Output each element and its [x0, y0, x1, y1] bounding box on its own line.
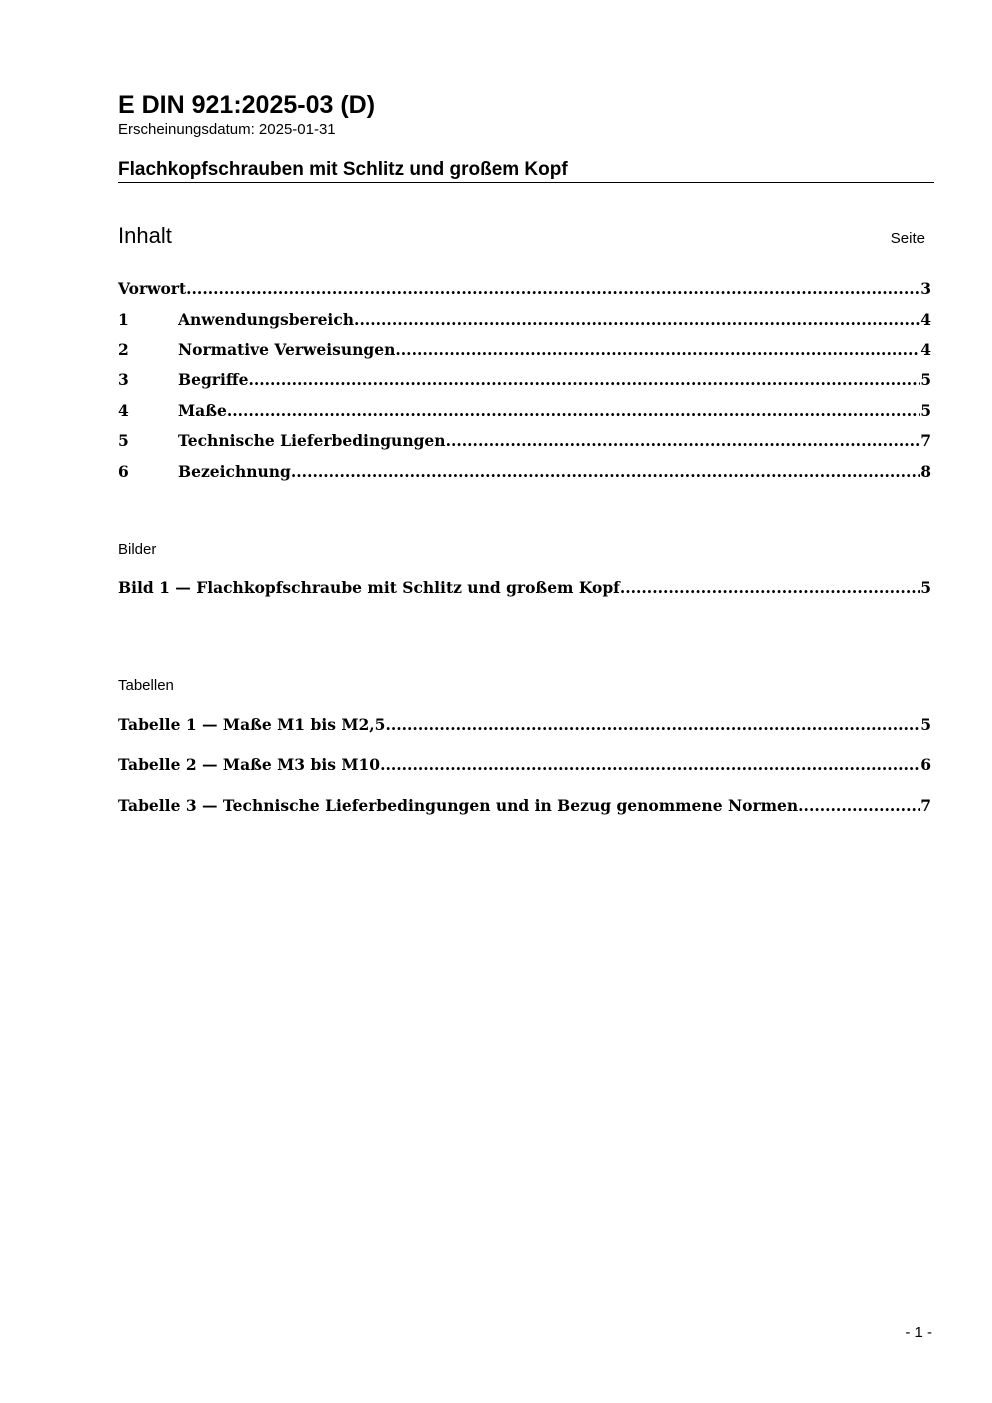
- toc-entry-technische-lieferbedingungen[interactable]: [118, 429, 931, 453]
- toc-entry-number: 6: [118, 462, 129, 481]
- toc-entry-anwendungsbereich[interactable]: [118, 308, 931, 332]
- toc-entry-number: 1: [118, 310, 129, 329]
- document-title: Flachkopfschrauben mit Schlitz und großem Kopf: [118, 159, 568, 180]
- toc-entry-page: 7: [920, 431, 931, 450]
- toc-entry-page: 5: [920, 401, 931, 420]
- title-underline: [118, 182, 934, 183]
- tables-section-label: Tabellen: [118, 677, 174, 694]
- toc-entry-page: 4: [920, 310, 931, 329]
- dot-leader: [186, 277, 920, 301]
- table-entry-text: Tabelle 1 — Maße M1 bis M2,5: [118, 715, 386, 734]
- toc-entry-text: Bezeichnung: [178, 462, 291, 481]
- toc-entry-number: 3: [118, 370, 129, 389]
- table-entry-tabelle-3[interactable]: [118, 794, 931, 818]
- toc-entry-page: 4: [920, 340, 931, 359]
- table-entry-text: Tabelle 3 — Technische Lieferbedingungen und in Bezug genommene Normen: [118, 796, 799, 815]
- toc-entry-page: 8: [920, 462, 931, 481]
- page-column-label: Seite: [890, 230, 925, 247]
- toc-entry-bezeichnung[interactable]: [118, 460, 931, 484]
- toc-heading: Inhalt: [118, 223, 172, 248]
- dot-leader: [798, 794, 920, 818]
- figure-entry-page: 5: [920, 578, 931, 597]
- toc-entry-vorwort[interactable]: [118, 277, 931, 301]
- toc-entry-page: 3: [920, 279, 931, 298]
- table-entry-tabelle-2[interactable]: [118, 753, 931, 777]
- publication-date: Erscheinungsdatum: 2025-01-31: [118, 121, 336, 138]
- dot-leader: [291, 460, 920, 484]
- toc-entry-text: Maße: [178, 401, 227, 420]
- toc-entry-masse[interactable]: [118, 399, 931, 423]
- dot-leader: [354, 308, 920, 332]
- toc-entry-page: 5: [920, 370, 931, 389]
- page-number: - 1 -: [905, 1324, 932, 1341]
- dot-leader: [620, 576, 920, 600]
- toc-entry-text: Anwendungsbereich: [178, 310, 355, 329]
- dot-leader: [446, 429, 921, 453]
- toc-entry-number: 4: [118, 401, 129, 420]
- figures-section-label: Bilder: [118, 541, 157, 558]
- dot-leader: [395, 338, 920, 362]
- document-id: E DIN 921:2025-03 (D): [118, 91, 376, 119]
- toc-entry-text: Begriffe: [178, 370, 249, 389]
- toc-entry-number: 5: [118, 431, 129, 450]
- toc-entry-normative-verweisungen[interactable]: [118, 338, 931, 362]
- dot-leader: [248, 368, 920, 392]
- figure-entry-bild-1[interactable]: [118, 576, 931, 600]
- dot-leader: [385, 713, 920, 737]
- toc-entry-text: Technische Lieferbedingungen: [178, 431, 446, 450]
- table-entry-tabelle-1[interactable]: [118, 713, 931, 737]
- table-entry-text: Tabelle 2 — Maße M3 bis M10: [118, 755, 381, 774]
- toc-entry-begriffe[interactable]: [118, 368, 931, 392]
- toc-entry-number: 2: [118, 340, 129, 359]
- dot-leader: [380, 753, 920, 777]
- table-entry-page: 5: [920, 715, 931, 734]
- table-entry-page: 7: [920, 796, 931, 815]
- dot-leader: [227, 399, 920, 423]
- table-entry-page: 6: [920, 755, 931, 774]
- figure-entry-text: Bild 1 — Flachkopfschraube mit Schlitz und großem Kopf: [118, 578, 620, 597]
- toc-entry-text: Normative Verweisungen: [178, 340, 396, 359]
- toc-entry-text: Vorwort: [118, 279, 187, 298]
